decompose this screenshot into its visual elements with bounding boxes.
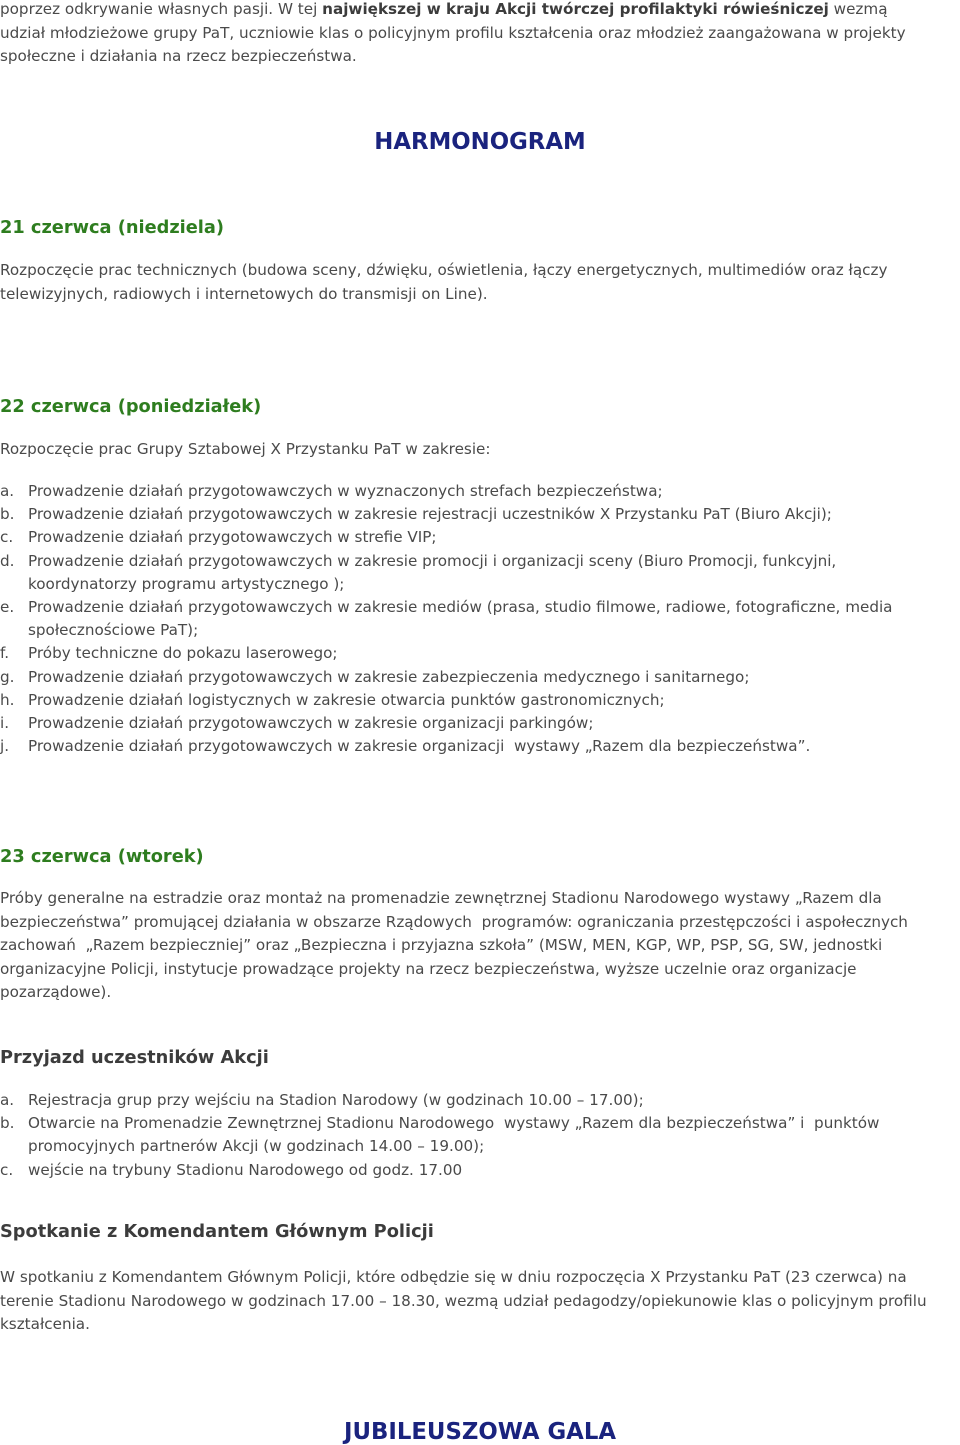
- intro-text-end: wezmą: [828, 0, 888, 18]
- list-item: [0, 712, 893, 735]
- intro-text: poprzez odkrywanie własnych pasji. W tej: [0, 0, 323, 18]
- intro-line-3: społeczne i działania na rzecz bezpieczeństwa.: [0, 47, 357, 65]
- list-item: [0, 596, 893, 642]
- list-marker: i.: [0, 714, 10, 733]
- harmonogram-title: HARMONOGRAM: [374, 129, 586, 155]
- day23-title: 23 czerwca (wtorek): [0, 846, 204, 867]
- meeting-title: Spotkanie z Komendantem Głównym Policji: [0, 1221, 434, 1242]
- list-item: [0, 480, 893, 503]
- list-item: [0, 550, 893, 596]
- day23-line: Próby generalne na estradzie oraz montaż na promenadzie zewnętrznej Stadionu Narodowego wystawy „Razem dla: [0, 889, 882, 907]
- list-item-text: koordynatorzy programu artystycznego );: [28, 574, 345, 593]
- list-item: [0, 735, 893, 758]
- intro-bold-text: największej w kraju Akcji twórczej profilaktyki rówieśniczej: [322, 0, 829, 18]
- intro-paragraph: [0, 0, 906, 69]
- day21-paragraph: [0, 259, 887, 306]
- list-item-text: Prowadzenie działań przygotowawczych w zakresie zabezpieczenia medycznego i sanitarnego;: [28, 667, 750, 686]
- list-marker: a.: [0, 482, 15, 500]
- day21-line: Rozpoczęcie prac technicznych (budowa sceny, dźwięku, oświetlenia, łączy energetycznych, multimediów oraz łączy: [0, 261, 888, 279]
- list-item-text: Rejestracja grup przy wejściu na Stadion Narodowy (w godzinach 10.00 – 17.00);: [28, 1091, 644, 1109]
- list-marker: j.: [0, 737, 10, 756]
- list-item-text: promocyjnych partnerów Akcji (w godzinach 14.00 – 19.00);: [28, 1137, 485, 1156]
- meeting-line: W spotkaniu z Komendantem Głównym Policji, które odbędzie się w dniu rozpoczęcia X Przystanku PaT (23 czerwca) na: [0, 1268, 907, 1286]
- list-item: [0, 642, 893, 665]
- list-item-text: Prowadzenie działań przygotowawczych w zakresie rejestracji uczestników X Przystanku PaT (Biuro Akcji);: [28, 505, 832, 524]
- meeting-line: kształcenia.: [0, 1315, 90, 1333]
- list-marker: g.: [0, 667, 15, 686]
- day23-line: zachowań „Razem bezpieczniej” oraz „Bezpieczna i przyjazna szkoła” (MSW, MEN, KGP, WP, PSP, SG, SW, jednostki: [0, 936, 883, 954]
- arrival-title: Przyjazd uczestników Akcji: [0, 1047, 269, 1068]
- list-marker: d.: [0, 551, 15, 570]
- day23-line: bezpieczeństwa” promującej działania w obszarze Rządowych programów: ograniczania przestępczości i aspołecznych: [0, 912, 908, 931]
- day22-task-list: [0, 480, 893, 758]
- list-marker: f.: [0, 644, 10, 663]
- day23-line: pozarządowe).: [0, 983, 112, 1001]
- list-item-text: Prowadzenie działań przygotowawczych w zakresie mediów (prasa, studio filmowe, radiowe, fotograficzne, media: [28, 598, 893, 617]
- list-item: [0, 689, 893, 712]
- list-item-text: Próby techniczne do pokazu laserowego;: [28, 644, 338, 663]
- list-item-text: Prowadzenie działań przygotowawczych w strefie VIP;: [28, 528, 437, 547]
- day22-intro: [0, 438, 491, 462]
- list-item-text: Prowadzenie działań przygotowawczych w zakresie organizacji parkingów;: [28, 714, 594, 733]
- day22-intro-line: Rozpoczęcie prac Grupy Sztabowej X Przystanku PaT w zakresie:: [0, 440, 491, 458]
- list-item: [0, 1089, 879, 1112]
- list-marker: c.: [0, 1160, 14, 1179]
- list-item: [0, 503, 893, 526]
- list-item-text: Prowadzenie działań przygotowawczych w zakresie organizacji wystawy „Razem dla bezpieczeństwa”.: [28, 737, 811, 756]
- day23-line: organizacyjne Policji, instytucje prowadzące projekty na rzecz bezpieczeństwa, wyższe uczelnie oraz organizacje: [0, 959, 857, 978]
- list-item-text: Prowadzenie działań logistycznych w zakresie otwarcia punktów gastronomicznych;: [28, 690, 665, 709]
- list-item-text: wejście na trybuny Stadionu Narodowego od godz. 17.00: [28, 1160, 463, 1179]
- list-item: [0, 1159, 879, 1182]
- list-marker: c.: [0, 528, 14, 547]
- list-marker: b.: [0, 1114, 15, 1133]
- list-item-text: Prowadzenie działań przygotowawczych w wyznaczonych strefach bezpieczeństwa;: [28, 482, 663, 500]
- list-item-text: Prowadzenie działań przygotowawczych w zakresie promocji i organizacji sceny (Biuro Promocji, funkcyjni,: [28, 551, 837, 570]
- day21-line: telewizyjnych, radiowych i internetowych do transmisji on Line).: [0, 284, 488, 303]
- list-item-text: społecznościowe PaT);: [28, 621, 199, 640]
- intro-line-1: [0, 0, 906, 22]
- day21-title: 21 czerwca (niedziela): [0, 217, 225, 238]
- intro-line-2: udział młodzieżowe grupy PaT, uczniowie klas o policyjnym profilu kształcenia oraz młodzież zaangażowana w projekty: [0, 23, 906, 42]
- list-marker: e.: [0, 598, 15, 617]
- list-item: [0, 1112, 879, 1158]
- arrival-list: [0, 1089, 879, 1182]
- list-item-text: Otwarcie na Promenadzie Zewnętrznej Stadionu Narodowego wystawy „Razem dla bezpieczeństwa” i punktów: [28, 1114, 880, 1133]
- list-marker: b.: [0, 505, 15, 524]
- list-item: [0, 666, 893, 689]
- gala-title: JUBILEUSZOWA GALA: [343, 1419, 616, 1445]
- list-item: [0, 526, 893, 549]
- day23-paragraph: [0, 887, 908, 1005]
- list-marker: a.: [0, 1091, 15, 1109]
- meeting-paragraph: [0, 1266, 927, 1337]
- day22-title: 22 czerwca (poniedziałek): [0, 396, 262, 417]
- meeting-line: terenie Stadionu Narodowego w godzinach 17.00 – 18.30, wezmą udział pedagodzy/opiekunowie klas o policyjnym profilu: [0, 1291, 927, 1310]
- list-marker: h.: [0, 690, 15, 709]
